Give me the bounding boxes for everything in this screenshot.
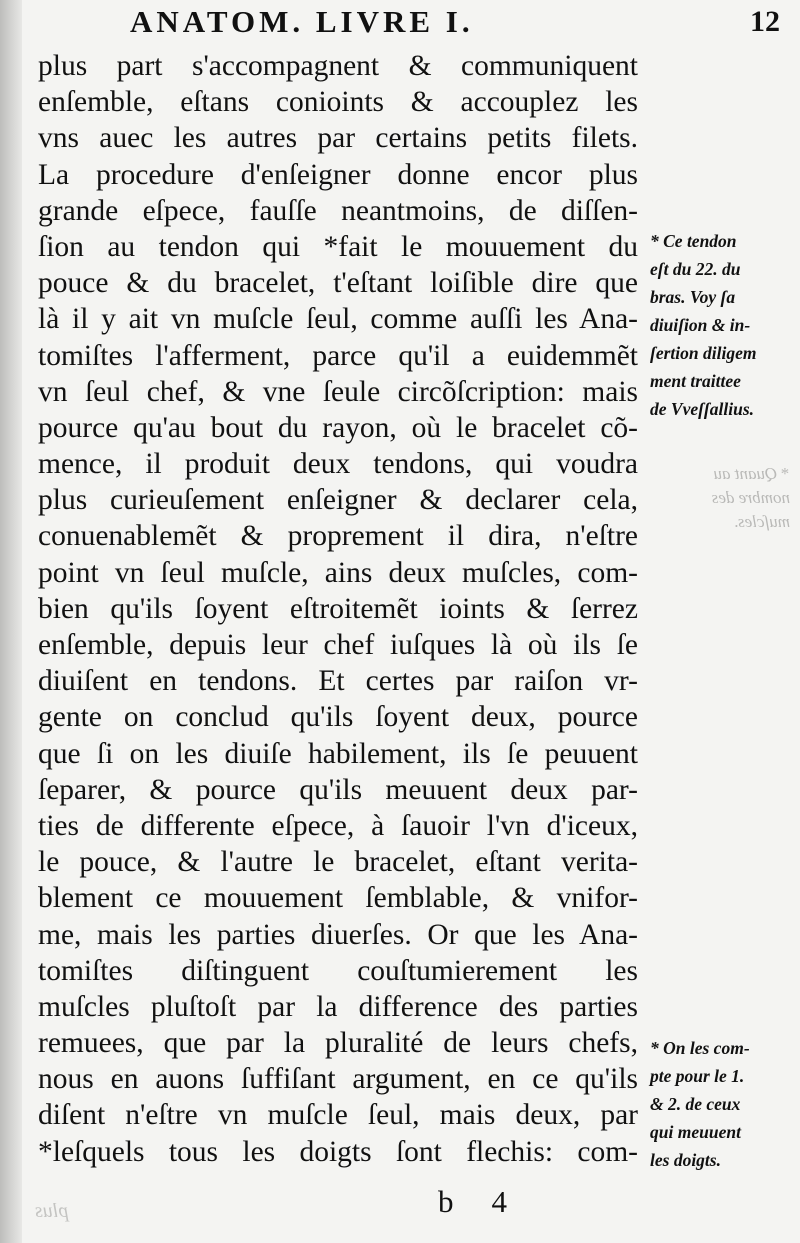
- margin-note-line: ſertion diligem: [650, 343, 757, 363]
- text-line: ſeparer, & pource qu'ils meuuent deux par-: [38, 773, 638, 806]
- running-head: ANATOM. LIVRE I.: [130, 4, 474, 39]
- text-line: ties de differente eſpece, à ſauoir l'vn d'iceux,: [38, 809, 638, 842]
- page-gutter-shadow: [0, 0, 22, 1243]
- margin-note-line: les doigts.: [650, 1150, 721, 1170]
- show-through-line: * Quant au: [713, 464, 790, 483]
- margin-note-line: ment traittee: [650, 371, 741, 391]
- text-line: gente on conclud qu'ils ſoyent deux, pource: [38, 701, 638, 734]
- show-through-line: muſcles.: [733, 512, 790, 531]
- text-line: *leſquels tous les doigts ſont flechis: com-: [38, 1135, 638, 1168]
- margin-note-line: qui meuuent: [650, 1122, 741, 1142]
- text-line: diuiſent en tendons. Et certes par raiſon vr-: [38, 665, 638, 698]
- text-line: plus curieuſement enſeigner & declarer cela,: [38, 484, 638, 517]
- show-through-text: [650, 462, 790, 534]
- text-line: nous en auons ſuffiſant argument, en ce qu'ils: [38, 1063, 638, 1096]
- text-line: remuees, que par la pluralité de leurs chefs,: [38, 1027, 638, 1060]
- text-line: enſemble, depuis leur chef iuſques là où ils ſe: [38, 629, 638, 661]
- text-line: tomiſtes diſtinguent couſtumierement les: [38, 954, 638, 987]
- text-line: point vn ſeul muſcle, ains deux muſcles, com-: [38, 556, 638, 589]
- margin-note-line: bras. Voy ſa: [650, 287, 736, 307]
- text-line: ſion au tendon qui *fait le mouuement du: [38, 230, 638, 263]
- text-line: diſent n'eſtre vn muſcle ſeul, mais deux, par: [38, 1099, 638, 1132]
- text-line: bien qu'ils ſoyent eſtroitemẽt ioints & ſerrez: [38, 592, 638, 625]
- margin-note-line: pte pour le 1.: [650, 1066, 745, 1086]
- text-line: là il y ait vn muſcle ſeul, comme auſſi les Ana-: [38, 303, 638, 336]
- text-line: tomiſtes l'afferment, parce qu'il a euidemmẽt: [38, 339, 638, 372]
- margin-note-line: & 2. de ceux: [650, 1094, 741, 1114]
- text-line: La procedure d'enſeigner donne encor plus: [38, 158, 638, 191]
- margin-note-line: * On les com-: [650, 1038, 750, 1058]
- text-line: me, mais les parties diuerſes. Or que les Ana-: [38, 918, 638, 951]
- page-number: 12: [750, 5, 780, 38]
- margin-note-line: * Ce tendon: [650, 231, 737, 251]
- margin-note-tendon: [650, 227, 795, 423]
- text-line: le pouce, & l'autre le bracelet, eſtant verita-: [38, 846, 638, 879]
- text-line: conuenablemẽt & proprement il dira, n'eſtre: [38, 520, 638, 553]
- margin-note-line: eſt du 22. du: [650, 259, 741, 279]
- margin-note-line: de Vveſſallius.: [650, 399, 755, 419]
- text-line: muſcles pluſtoſt par la difference des parties: [38, 990, 638, 1023]
- text-line: vns auec les autres par certains petits filets.: [38, 122, 638, 155]
- text-line: vn ſeul chef, & vne ſeule circõſcription: mais: [38, 375, 638, 408]
- text-line: pource qu'au bout du rayon, où le bracelet cõ-: [38, 411, 638, 444]
- text-line: blement ce mouuement ſemblable, & vnifor-: [38, 882, 638, 915]
- signature-mark: [0, 1182, 800, 1222]
- text-line: enſemble, eſtans conioints & accouplez les: [38, 86, 638, 119]
- main-text-column: [38, 48, 638, 1170]
- margin-note-line: diuiſion & in-: [650, 315, 751, 335]
- text-line: plus part s'accompagnent & communiquent: [38, 50, 638, 82]
- text-line: mence, il produit deux tendons, qui voudra: [38, 448, 638, 481]
- margin-note-doigts: [650, 1034, 795, 1174]
- signature-number: 4: [491, 1184, 507, 1219]
- text-line: grande eſpece, fauſſe neantmoins, de diſſen-: [38, 194, 638, 227]
- show-through-bottom: plus: [35, 1200, 69, 1222]
- text-line: que ſi on les diuiſe habilement, ils ſe peuuent: [38, 737, 638, 770]
- show-through-line: nombre des: [711, 488, 790, 507]
- signature-letter: b: [438, 1184, 454, 1219]
- text-line: pouce & du bracelet, t'eſtant loiſible dire que: [38, 267, 638, 300]
- page-header: [130, 4, 780, 44]
